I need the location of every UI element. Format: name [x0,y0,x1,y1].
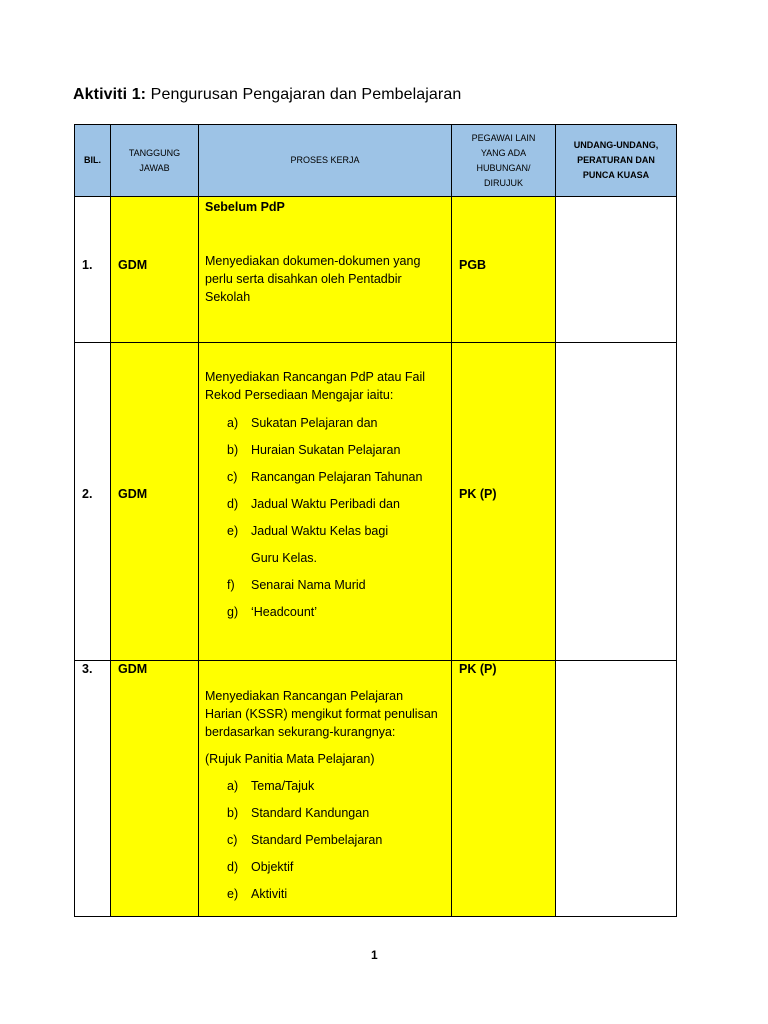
proses-line: Menyediakan Rancangan PdP atau Fail [205,370,426,384]
proses-note: (Rujuk Panitia Mata Pelajaran) [205,752,375,766]
list-label: g) [227,605,239,619]
list-item [205,858,445,885]
list-item [205,522,445,549]
table-row [75,661,677,917]
list-text: Jadual Waktu Kelas bagi [251,524,389,538]
list-item [205,495,445,522]
list-text: Sukatan Pelajaran dan [251,416,378,430]
list-item [205,777,445,804]
row-tanggung-text: GDM [118,662,148,676]
row-pegawai-text: PK (P) [459,487,497,501]
proses-line: Sekolah [205,290,251,304]
list-text: Huraian Sukatan Pelajaran [251,443,401,457]
header-proses-kerja: PROSES KERJA [199,125,452,197]
row-number: 1. [82,258,93,272]
list-text: ‘Headcount’ [251,605,318,619]
list-label: d) [227,860,239,874]
proses-line: Menyediakan dokumen-dokumen yang [205,254,421,268]
row-pegawai-text: PK (P) [459,662,497,676]
list-text: Senarai Nama Murid [251,578,366,592]
row-tanggung [111,197,199,343]
list-label: e) [227,524,239,538]
row-tanggung [111,343,199,661]
list-label: f) [227,578,235,592]
row-bil [75,197,111,343]
header-tanggung-jawab [111,125,199,197]
list-label: d) [227,497,239,511]
list-item [205,576,445,603]
header-line: PERATURAN DAN [577,155,655,165]
list-label: a) [227,779,239,793]
header-bil: BIL. [75,125,111,197]
proses-list [205,414,445,630]
row-bil [75,661,111,917]
list-label: c) [227,470,238,484]
list-text: Jadual Waktu Peribadi dan [251,497,400,511]
list-text: Standard Kandungan [251,806,370,820]
page-number: 1 [371,948,378,962]
list-label: e) [227,887,239,901]
header-line: HUBUNGAN/ [476,162,531,173]
list-text: Guru Kelas. [251,551,318,565]
header-undang [556,125,677,197]
title-prefix: Aktiviti 1: [73,86,147,103]
list-text: Objektif [251,860,294,874]
title-text: Pengurusan Pengajaran dan Pembelajaran [146,86,462,103]
header-line: DIRUJUK [483,177,523,188]
page-title [73,86,461,104]
row-pegawai [452,197,556,343]
row-proses [199,661,452,917]
list-item [205,831,445,858]
list-item [205,549,445,576]
list-item [205,468,445,495]
list-item [205,885,445,912]
header-line: PUNCA KUASA [582,170,650,180]
row-tanggung-text: GDM [118,487,148,501]
row-tanggung-text: GDM [118,258,148,272]
proses-line: perlu serta disahkan oleh Pentadbir [205,272,402,286]
list-label: b) [227,806,239,820]
process-table [74,124,677,917]
row-pegawai-text: PGB [459,258,487,272]
header-line: JAWAB [139,162,170,173]
row-undang [556,661,677,917]
list-label: a) [227,416,239,430]
row-pegawai [452,661,556,917]
row-pegawai [452,343,556,661]
header-line: PEGAWAI LAIN [471,132,536,143]
list-item [205,804,445,831]
list-item [205,414,445,441]
row-number: 3. [82,662,93,676]
table-header-row [75,125,677,197]
header-line: UNDANG-UNDANG, [573,140,659,150]
row-undang [556,343,677,661]
proses-line: Rekod Persediaan Mengajar iaitu: [205,388,394,402]
proses-line: Harian (KSSR) mengikut format penulisan [205,707,438,721]
row-bil [75,343,111,661]
table-row [75,197,677,343]
list-item [205,603,445,630]
list-item [205,441,445,468]
list-text: Standard Pembelajaran [251,833,383,847]
header-pegawai [452,125,556,197]
list-text: Aktiviti [251,887,288,901]
proses-line: Menyediakan Rancangan Pelajaran [205,689,404,703]
row-proses [199,343,452,661]
list-text: Rancangan Pelajaran Tahunan [251,470,423,484]
list-text: Tema/Tajuk [251,779,315,793]
row-tanggung [111,661,199,917]
proses-list [205,777,445,912]
row-number: 2. [82,487,93,501]
proses-line: berdasarkan sekurang-kurangnya: [205,725,396,739]
table-row [75,343,677,661]
row-undang [556,197,677,343]
row-proses [199,197,452,343]
header-line: TANGGUNG [128,147,181,158]
proses-heading: Sebelum PdP [205,200,285,214]
list-label: b) [227,443,239,457]
list-label: c) [227,833,238,847]
header-line: YANG ADA [480,147,527,158]
